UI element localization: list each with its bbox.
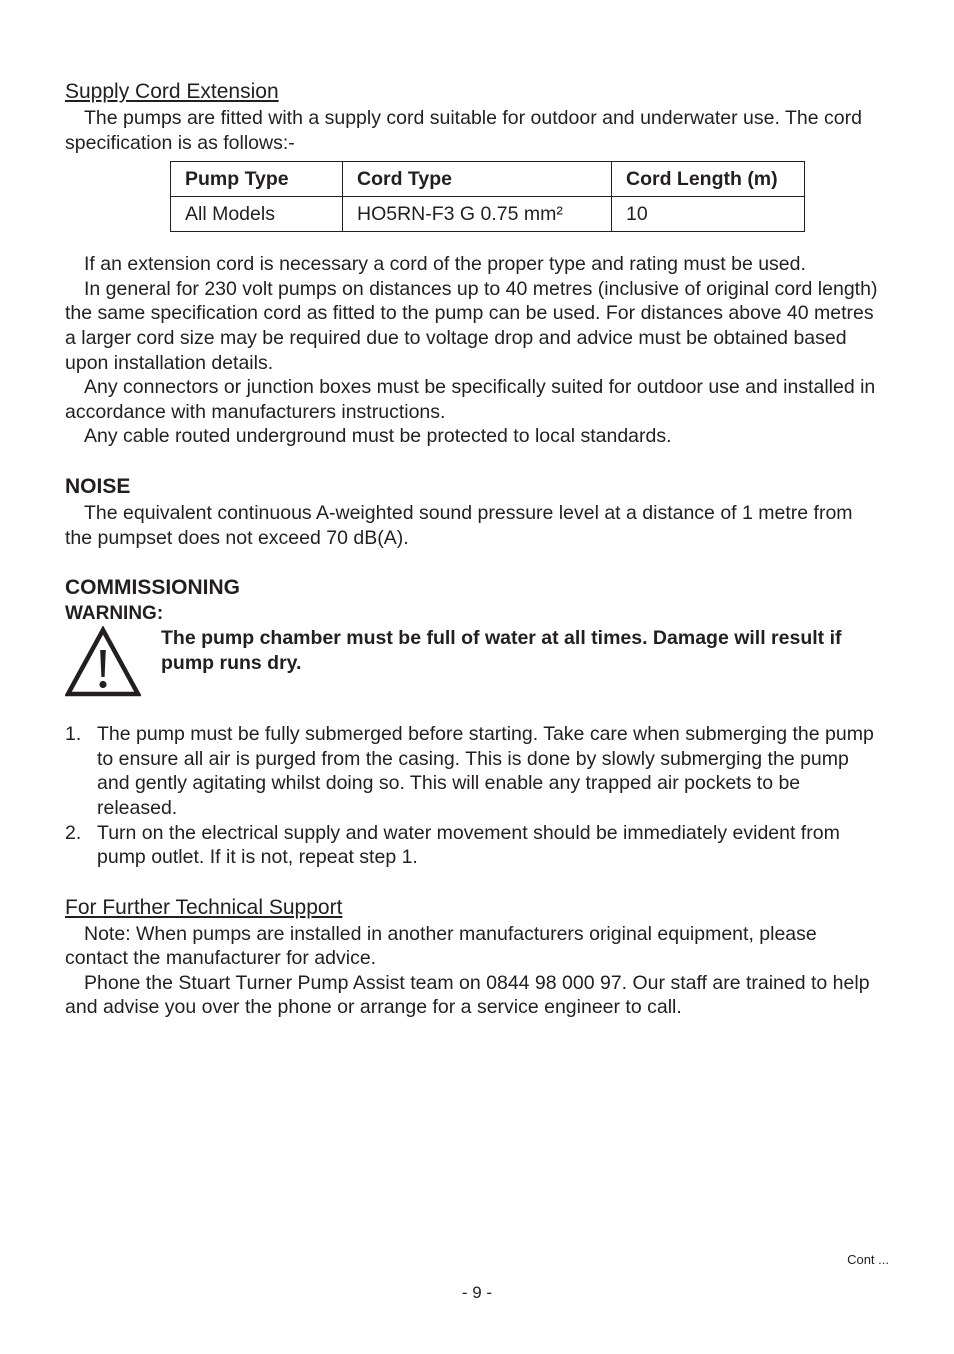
noise-text: The equivalent continuous A-weighted sound pressure level at a distance of 1 metre from the pumpset does not exceed 70 dB(A). [65, 501, 853, 549]
step-number: 1. [65, 723, 82, 746]
step-text: Turn on the electrical supply and water movement should be immediately evident from pump outlet. If it is not, repeat step 1. [97, 821, 840, 869]
list-item [65, 821, 880, 870]
warning-label: WARNING: [65, 603, 164, 625]
step-text: The pump must be fully submerged before starting. Take care when submerging the pump to ensure all air is purged from the casing. This is done by slowly submerging the pump and gently agitating whilst doing so. This will enable any trapped air pockets to be released. [97, 723, 874, 819]
extension-paragraph-2: In general for 230 volt pumps on distances up to 40 metres (inclusive of original cord length) the same specification cord as fitted to the pump can be used. For distances above 40 metres a larger cord size may be required due to voltage drop and advice must be obtained based upon installation details. [65, 277, 878, 374]
header-pump-type: Pump Type [171, 162, 343, 197]
document-page [65, 78, 880, 1020]
commissioning-heading: COMMISSIONING [65, 576, 241, 600]
supply-intro: The pumps are fitted with a supply cord suitable for outdoor and underwater use. The cord specification is as follows:- [65, 107, 862, 154]
page-number: - 9 - [461, 1283, 493, 1302]
noise-heading: NOISE [65, 474, 131, 498]
commissioning-steps [65, 722, 880, 870]
warning-triangle-icon [65, 626, 141, 698]
warning-block [65, 626, 880, 704]
cord-spec-table [170, 161, 805, 232]
technical-support-heading: For Further Technical Support [65, 895, 343, 919]
extension-paragraph-1: If an extension cord is necessary a cord of the proper type and rating must be used. [84, 253, 806, 276]
support-note: Note: When pumps are installed in another manufacturers original equipment, please contact the manufacturer for advice. [65, 922, 817, 970]
list-item [65, 722, 880, 820]
extension-paragraph-3: Any connectors or junction boxes must be specifically suited for outdoor use and installed in accordance with manufacturers instructions. [65, 376, 876, 423]
cell-cord-length: 10 [612, 197, 805, 232]
supply-cord-heading: Supply Cord Extension [65, 80, 279, 103]
table-row [171, 197, 805, 232]
header-cord-type: Cord Type [343, 162, 612, 197]
extension-paragraph-4: Any cable routed underground must be protected to local standards. [84, 425, 672, 448]
support-phone: Phone the Stuart Turner Pump Assist team on 0844 98 000 97. Our staff are trained to help and advise you over the phone or arrange for a service engineer to call. [65, 971, 870, 1019]
cell-cord-type: HO5RN-F3 G 0.75 mm² [343, 197, 612, 232]
table-header-row [171, 162, 805, 197]
step-number: 2. [65, 821, 82, 844]
continued-label: Cont ... [847, 1252, 889, 1267]
cell-pump-type: All Models [171, 197, 343, 232]
header-cord-length: Cord Length (m) [612, 162, 805, 197]
warning-text: The pump chamber must be full of water at all times. Damage will result if pump runs dry. [161, 627, 842, 674]
